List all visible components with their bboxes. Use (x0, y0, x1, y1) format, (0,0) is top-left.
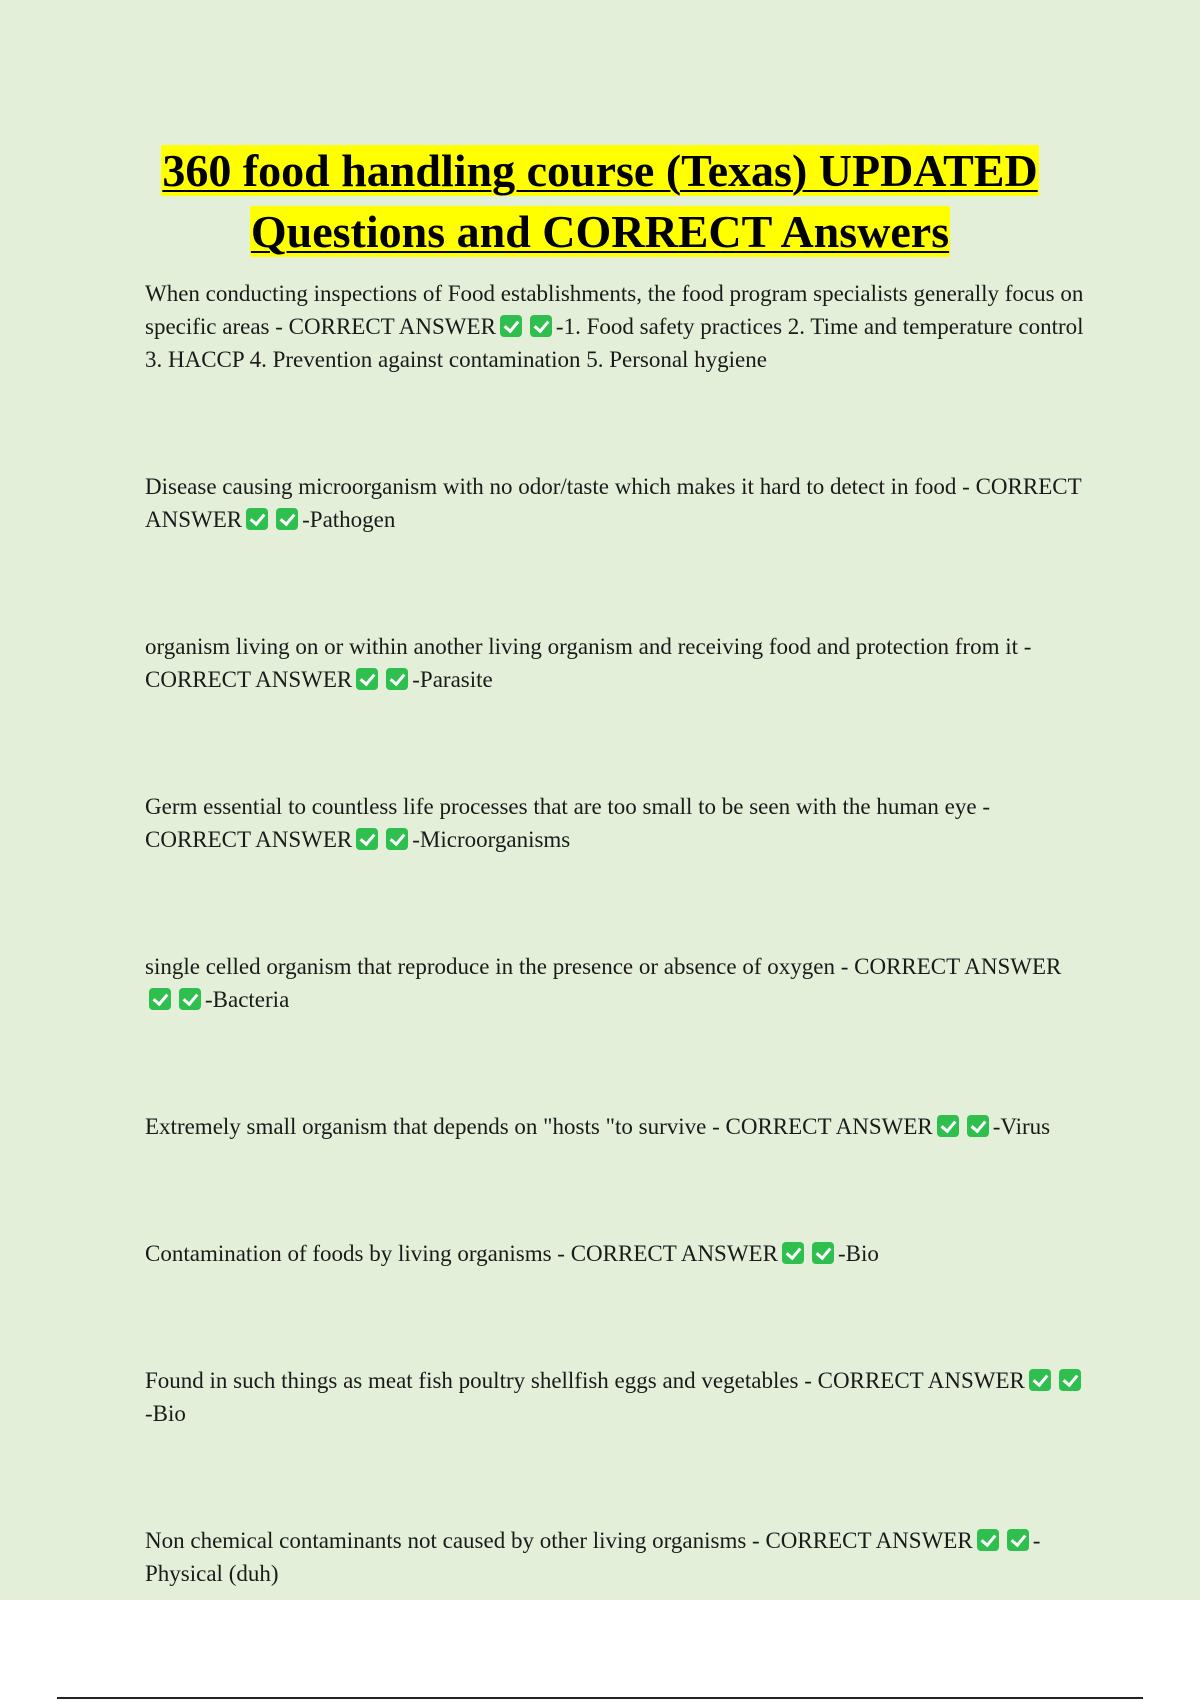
qa-entry (145, 277, 1085, 376)
answer-text: -Bacteria (205, 987, 290, 1012)
check-mark-icon (386, 828, 408, 850)
check-mark-icon (812, 1242, 834, 1264)
qa-entry (145, 1364, 1085, 1430)
question-text: Contamination of foods by living organisms - CORRECT ANSWER (145, 1241, 778, 1266)
check-mark-icon (246, 508, 268, 530)
question-text: Found in such things as meat fish poultry shellfish eggs and vegetables - CORRECT ANSWER (145, 1368, 1025, 1393)
answer-text: -Bio (145, 1401, 186, 1426)
check-mark-icon (967, 1115, 989, 1137)
answer-text: -Microorganisms (412, 827, 571, 852)
answer-text: -Parasite (412, 667, 493, 692)
qa-entry (145, 470, 1085, 536)
qa-entry (145, 1524, 1085, 1590)
answer-text: -Pathogen (302, 507, 396, 532)
question-text: Germ essential to countless life processes that are too small to be seen with the human eye - CORRECT ANSWER (145, 794, 991, 852)
title-line-1: 360 food handling course (Texas) UPDATED (162, 145, 1038, 196)
check-mark-icon (530, 315, 552, 337)
document-title (0, 140, 1200, 262)
check-mark-icon (276, 508, 298, 530)
check-mark-icon (500, 315, 522, 337)
qa-entry (145, 790, 1085, 856)
question-text: single celled organism that reproduce in the presence or absence of oxygen - CORRECT ANSWER (145, 954, 1062, 979)
qa-list (145, 277, 1085, 1684)
check-mark-icon (179, 988, 201, 1010)
check-mark-icon (1059, 1369, 1081, 1391)
check-mark-icon (1029, 1369, 1051, 1391)
check-mark-icon (356, 828, 378, 850)
check-mark-icon (1007, 1529, 1029, 1551)
check-mark-icon (356, 668, 378, 690)
question-text: Disease causing microorganism with no odor/taste which makes it hard to detect in food - CORRECT ANSWER (145, 474, 1082, 532)
qa-entry (145, 1110, 1085, 1143)
answer-text: -Physical (duh) (145, 1528, 1041, 1586)
question-text: When conducting inspections of Food establishments, the food program specialists generally focus on specific areas - CORRECT ANSWER (145, 281, 1084, 339)
check-mark-icon (977, 1529, 999, 1551)
qa-entry (145, 950, 1085, 1016)
check-mark-icon (937, 1115, 959, 1137)
title-line-2: Questions and CORRECT Answers (250, 206, 950, 257)
qa-entry (145, 630, 1085, 696)
check-mark-icon (782, 1242, 804, 1264)
question-text: Extremely small organism that depends on "hosts "to survive - CORRECT ANSWER (145, 1114, 933, 1139)
check-mark-icon (386, 668, 408, 690)
answer-text: -Bio (837, 1241, 879, 1266)
qa-entry (145, 1237, 1085, 1270)
question-text: organism living on or within another living organism and receiving food and protection from it - CORRECT ANSWER (145, 634, 1032, 692)
question-text: Non chemical contaminants not caused by other living organisms - CORRECT ANSWER (145, 1528, 973, 1553)
check-mark-icon (149, 988, 171, 1010)
answer-text: -Virus (992, 1114, 1051, 1139)
answer-text: -1. Food safety practices 2. Time and temperature control 3. HACCP 4. Prevention against contamination 5. Personal hygiene (145, 314, 1084, 372)
footer-divider (57, 1697, 1143, 1699)
